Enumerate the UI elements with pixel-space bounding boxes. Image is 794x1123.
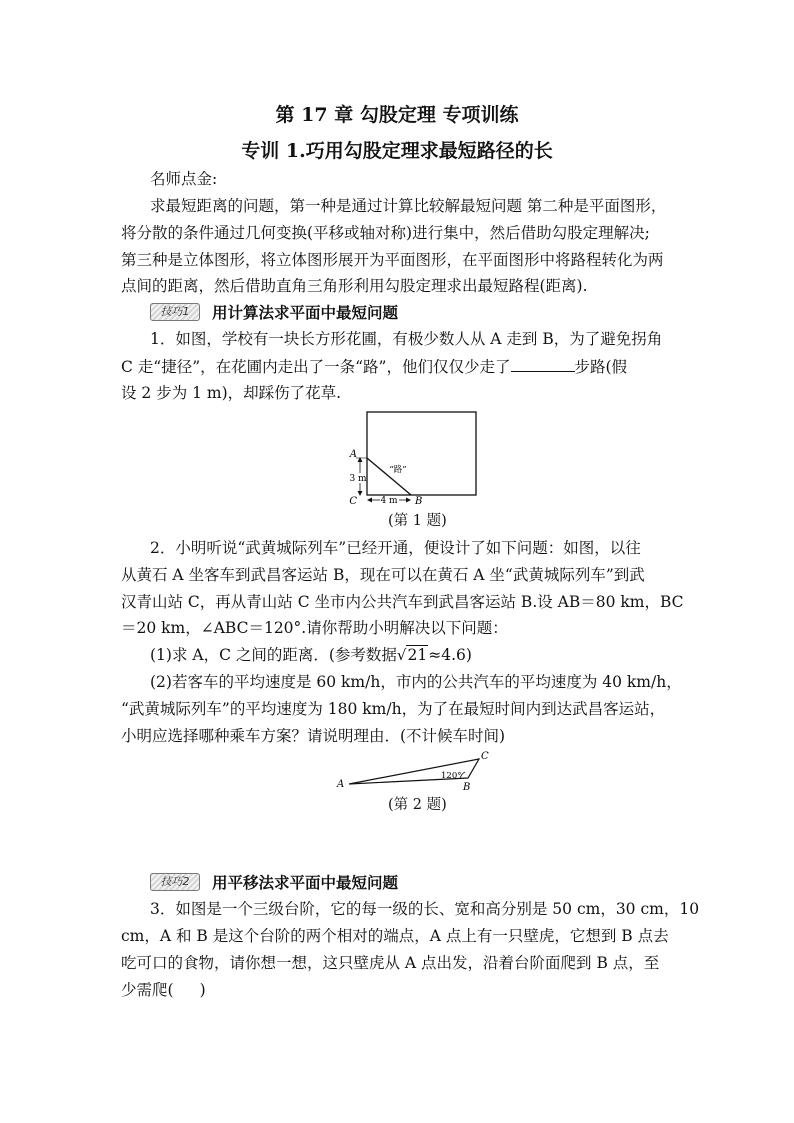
chapter-title: 第 17 章 勾股定理 专项训练 (275, 104, 519, 126)
tip-badge-2: 技巧2 (150, 873, 200, 891)
q3-line-3: 吃可口的食物，请你想一想，这只壁虎从 A 点出发，沿着台阶面爬到 B 点，至 (121, 954, 660, 972)
q2-sub-2-line-2: “武黄城际列车”的平均速度为 180 km/h，为了在最短时间内到达武昌客运站， (121, 700, 666, 718)
point-b-label-2: B (463, 782, 471, 792)
point-c-label: C (349, 496, 357, 507)
road-label: “路” (389, 465, 407, 475)
q1-line-2-tail: 步路(假 (574, 358, 628, 376)
tip-heading-1: 用计算法求平面中最短问题 (212, 303, 399, 322)
q1-line-2-text: C 走“捷径”，在花圃内走出了一条“路”，他们仅仅少走了 (121, 358, 511, 376)
radicand: 21 (407, 646, 428, 664)
q2-sub-1 (150, 648, 472, 664)
q1-caption: (第 1 题) (388, 513, 447, 529)
q3-line-2: cm，A 和 B 是这个台阶的两个相对的端点，A 点上有一只壁虎，它想到 B 点去 (121, 927, 669, 945)
dim-3m-label: 3 m (349, 474, 367, 484)
q2-line-2: 从黄石 A 坐客车到武昌客运站 B，现在可以在黄石 A 坐“武黄城际列车”到武 (121, 566, 645, 584)
sqrt-sign: √ (396, 646, 407, 664)
q2-figure (334, 750, 496, 792)
q1-line-3: 设 2 步为 1 m)，却踩伤了花草. (121, 384, 342, 402)
tip-heading-2: 用平移法求平面中最短问题 (212, 873, 399, 892)
q2-line-1: 2．小明听说“武黄城际列车”已经开通，便设计了如下问题：如图，以往 (150, 539, 641, 557)
q1-line-1: 1．如图，学校有一块长方形花圃，有极少数人从 A 走到 B，为了避免拐角 (150, 330, 663, 348)
dim-4m-label: 4 m (380, 496, 398, 506)
intro-label: 名师点金: (150, 170, 218, 188)
q3-line-4-text: 少需爬( (121, 981, 174, 999)
answer-blank[interactable] (511, 359, 575, 372)
section-title: 专训 1.巧用勾股定理求最短路径的长 (241, 140, 553, 162)
intro-line-1: 求最短距离的问题，第一种是通过计算比较解最短问题 第二种是平面图形， (150, 197, 667, 215)
shortcut-path (367, 458, 411, 495)
point-a-label-2: A (337, 779, 345, 790)
q2-caption: (第 2 题) (388, 797, 447, 813)
q2-line-4: ＝20 km，∠ABC＝120°.请你帮助小明解决以下问题： (121, 619, 508, 637)
tip-badge-1: 技巧1 (150, 303, 200, 321)
q3-line-4 (121, 983, 206, 999)
q1-line-2 (121, 359, 627, 376)
intro-line-3: 第三种是立体图形，将立体图形展开为平面图形，在平面图形中将路程转化为两 (121, 251, 664, 269)
garden-rectangle (367, 412, 476, 495)
q2-sub-2-line-1: (2)若客车的平均速度是 60 km/h，市内的公共汽车的平均速度为 40 km/h， (150, 673, 682, 691)
q2-sub-1-tail: ≈4.6) (428, 646, 472, 664)
q2-sub-2-line-3: 小明应选择哪种乘车方案？请说明理由．(不计候车时间) (121, 727, 506, 745)
intro-line-2: 将分散的条件通过几何变换(平移或轴对称)进行集中，然后借助勾股定理解决; (121, 224, 650, 242)
q2-line-3: 汉青山站 C，再从青山站 C 坐市内公共汽车到武昌客运站 B.设 AB＝80 km，BC (121, 593, 684, 611)
intro-line-4: 点间的距离，然后借助直角三角形利用勾股定理求出最短路程(距离). (121, 277, 588, 295)
point-c-label-2: C (481, 751, 489, 762)
q2-sub-1-text: (1)求 A，C 之间的距离．(参考数据 (150, 646, 397, 664)
q3-line-1: 3．如图是一个三级台阶，它的每一级的长、宽和高分别是 50 cm，30 cm，10 (150, 900, 700, 918)
q3-line-4-tail: ) (199, 981, 206, 999)
point-b-label: B (415, 496, 423, 507)
q1-figure (338, 406, 483, 508)
angle-label: 120° (441, 771, 462, 781)
point-a-label: A (349, 449, 357, 460)
